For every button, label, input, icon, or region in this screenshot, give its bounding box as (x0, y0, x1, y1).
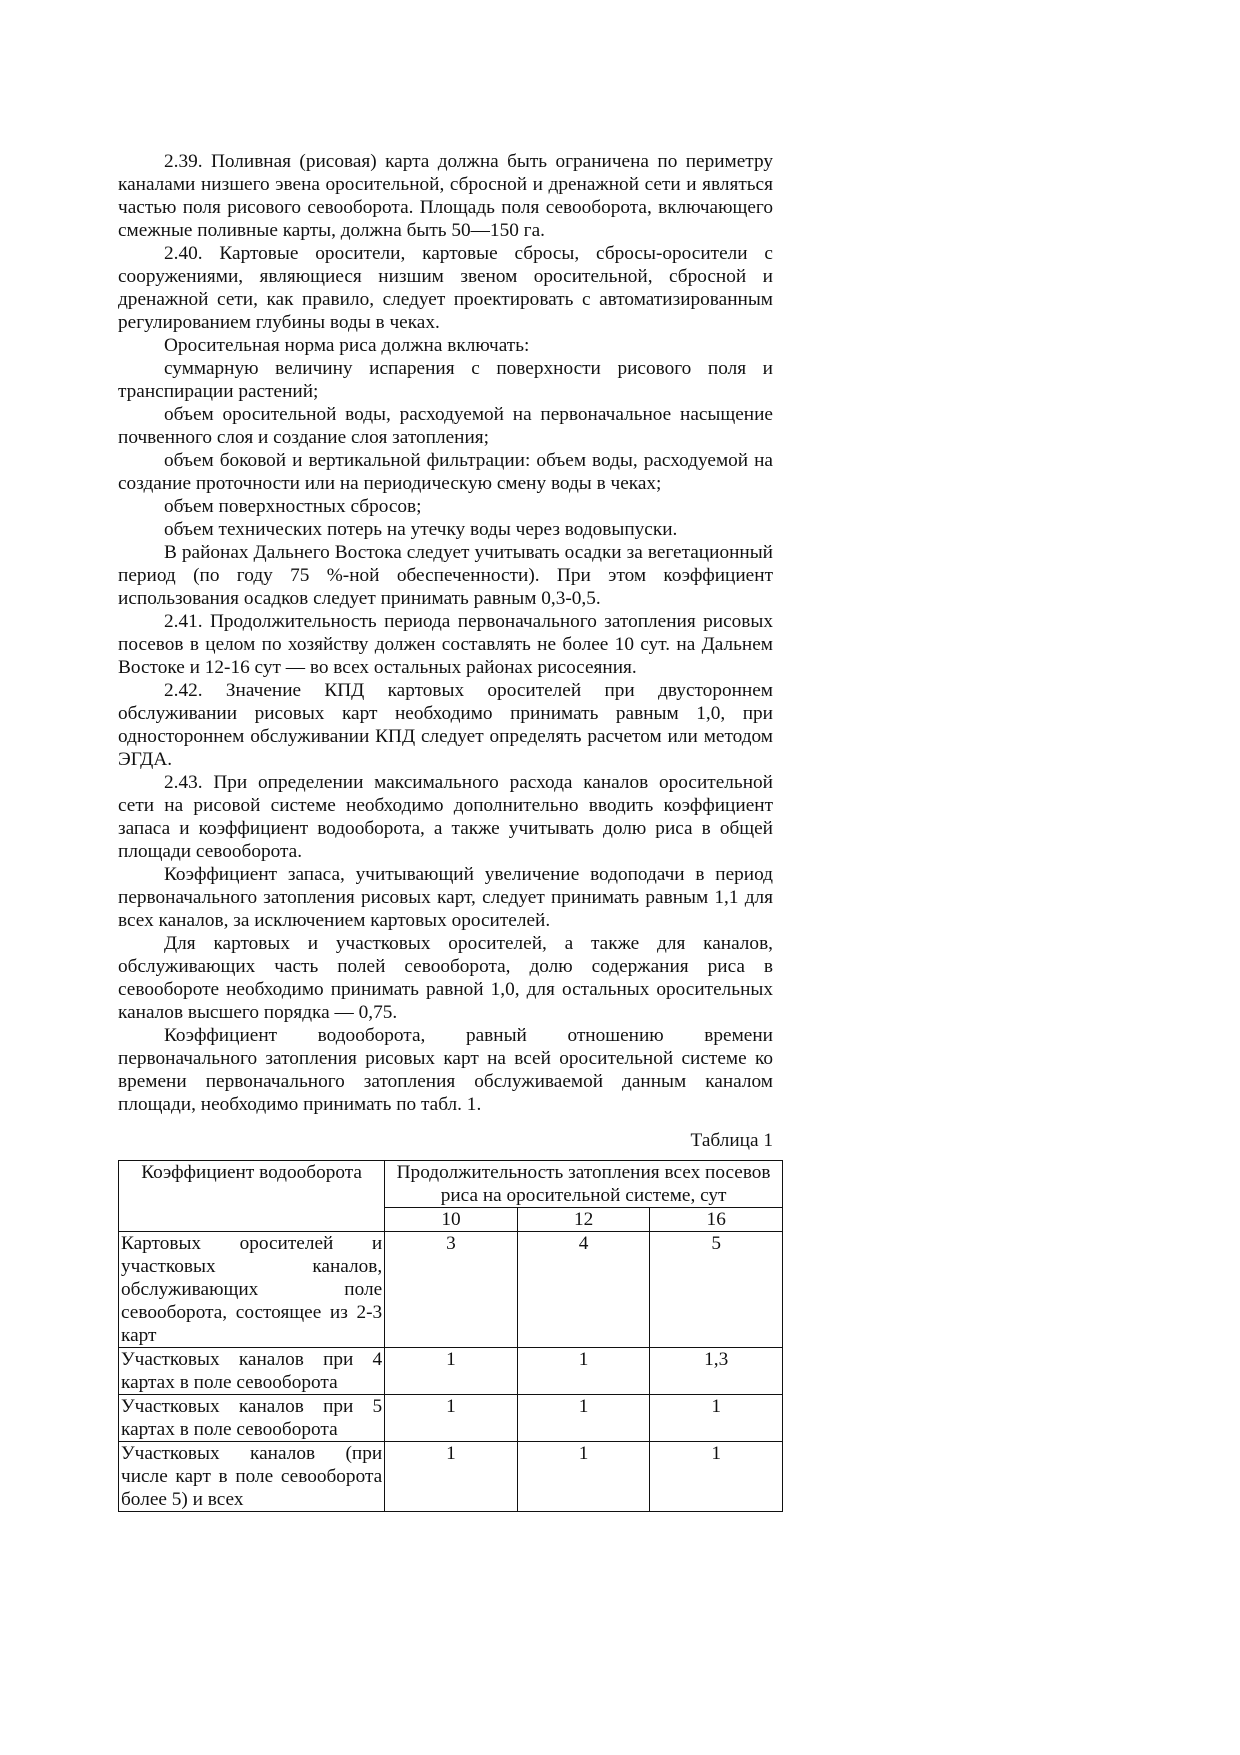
table-row (119, 1348, 783, 1395)
table-row-label: Картовых оросителей и участковых каналов, обслуживающих поле севооборота, состоящее из 2-3 карт (119, 1232, 385, 1348)
table-row-label: Участковых каналов (при числе карт в поле севооборота более 5) и всех (119, 1442, 385, 1512)
table-cell: 1 (385, 1442, 518, 1512)
table-cell: 1 (517, 1348, 650, 1395)
table-row (119, 1395, 783, 1442)
table-header-col-10: 10 (385, 1208, 518, 1232)
table-cell: 5 (650, 1232, 783, 1348)
table-cell: 1 (650, 1395, 783, 1442)
table-row (119, 1442, 783, 1512)
table-row-label: Участковых каналов при 5 картах в поле севооборота (119, 1395, 385, 1442)
table-cell: 1 (385, 1348, 518, 1395)
table-header-col-12: 12 (517, 1208, 650, 1232)
table-cell: 1 (385, 1395, 518, 1442)
paragraph-rotation-coefficient: Коэффициент водооборота, равный отношению времени первоначального затопления рисовых карт на всей оросительной системе ко времени первоначального затопления обслуживаемой данным каналом площади, необходимо принимать по табл. 1. (118, 1025, 773, 1115)
paragraph-2-43: 2.43. При определении максимального расхода каналов оросительной сети на рисовой системе необходимо дополнительно вводить коэффициент запаса и коэффициент водооборота, а также учитывать долю риса в общей площади севооборота. (118, 772, 773, 862)
paragraph-reserve-coefficient: Коэффициент запаса, учитывающий увеличение водоподачи в период первоначального затопления рисовых карт, следует принимать равным 1,1 для всех каналов, за исключением картовых оросителей. (118, 864, 773, 931)
paragraph-surface-discharge: объем поверхностных сбросов; (164, 496, 422, 517)
rotation-coefficient-table (118, 1160, 783, 1512)
table-row-label: Участковых каналов при 4 картах в поле севооборота (119, 1348, 385, 1395)
paragraph-irrigation-norm: Оросительная норма риса должна включать: (164, 335, 530, 356)
table-caption: Таблица 1 (690, 1130, 773, 1151)
paragraph-2-39: 2.39. Поливная (рисовая) карта должна быть ограничена по периметру каналами низшего эвена оросительной, сбросной и дренажной сети и являться частью поля рисового севооборота. Площадь поля севооборота, включающего смежные поливные карты, должна быть 50—150 га. (118, 151, 773, 241)
table-row (119, 1232, 783, 1348)
table-cell: 1 (517, 1442, 650, 1512)
table-cell: 1,3 (650, 1348, 783, 1395)
paragraph-filtration: объем боковой и вертикальной фильтрации: объем воды, расходуемой на создание проточности или на периодическую смену воды в чеках; (118, 450, 773, 494)
paragraph-2-40: 2.40. Картовые оросители, картовые сбросы, сбросы-оросители с сооружениями, являющиеся низшим звеном оросительной, сбросной и дренажной сети, как правило, следует проектировать с автоматизированным регулированием глубины воды в чеках. (118, 243, 773, 333)
document-page (118, 150, 773, 1512)
paragraph-saturation: объем оросительной воды, расходуемой на первоначальное насыщение почвенного слоя и создание слоя затопления; (118, 404, 773, 448)
table-header-col-16: 16 (650, 1208, 783, 1232)
table-cell: 1 (650, 1442, 783, 1512)
table-cell: 4 (517, 1232, 650, 1348)
paragraph-rice-share: Для картовых и участковых оросителей, а также для каналов, обслуживающих часть полей севооборота, долю содержания риса в севообороте необходимо принимать равной 1,0, для остальных оросительных каналов высшего порядка — 0,75. (118, 933, 773, 1023)
paragraph-2-41: 2.41. Продолжительность периода первоначального затопления рисовых посевов в целом по хозяйству должен составлять не более 10 сут. на Дальнем Востоке и 12-16 сут — во всех остальных районах рисосеяния. (118, 611, 773, 678)
paragraph-2-42: 2.42. Значение КПД картовых оросителей при двустороннем обслуживании рисовых карт необходимо принимать равным 1,0, при одностороннем обслуживании КПД следует определять расчетом или методом ЭГДА. (118, 680, 773, 770)
table-header-coefficient: Коэффициент водооборота (119, 1161, 385, 1232)
table-cell: 3 (385, 1232, 518, 1348)
paragraph-evaporation: суммарную величину испарения с поверхности рисового поля и транспирации растений; (118, 358, 773, 402)
table-cell: 1 (517, 1395, 650, 1442)
paragraph-technical-losses: объем технических потерь на утечку воды через водовыпуски. (164, 519, 678, 540)
paragraph-far-east: В районах Дальнего Востока следует учитывать осадки за вегетационный период (по году 75 %-ной обеспеченности). При этом коэффициент использования осадков следует принимать равным 0,3-0,5. (118, 542, 773, 609)
table-header-row (119, 1161, 783, 1208)
table-header-duration: Продолжительность затопления всех посевов риса на оросительной системе, сут (385, 1161, 783, 1208)
